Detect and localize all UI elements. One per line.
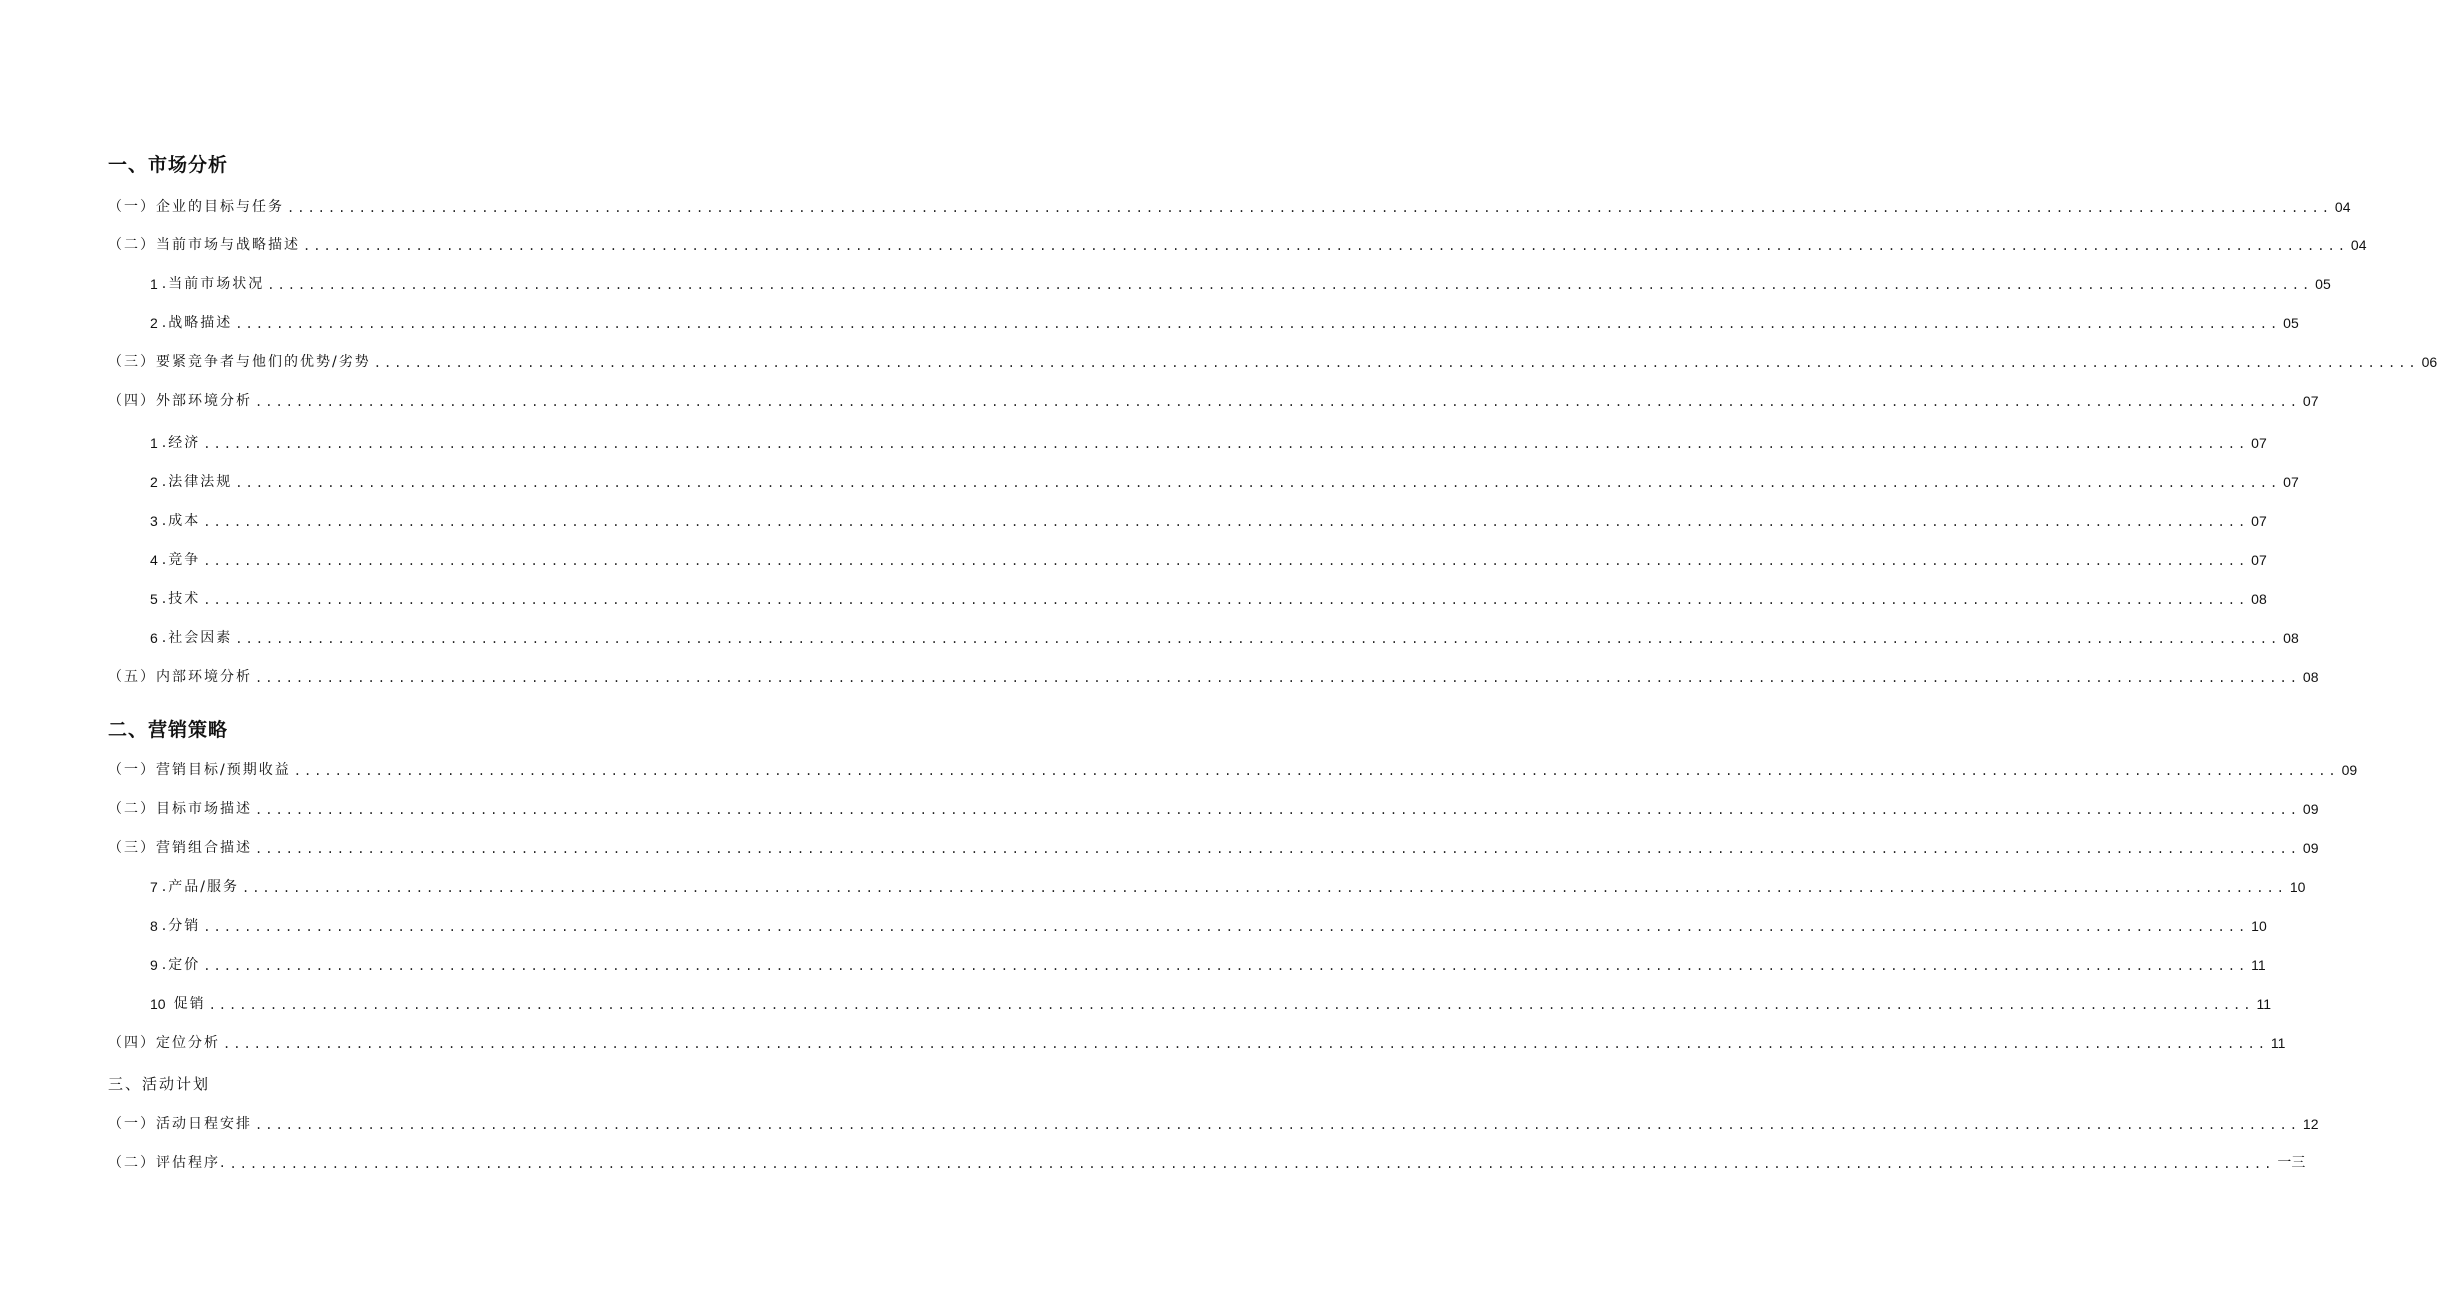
toc-entry-page: 09 (2341, 762, 2358, 778)
toc-entry-page: 04 (2334, 199, 2351, 215)
toc-entry-page: 07 (2251, 552, 2267, 568)
section-heading-marketing-strategy: 二、营销策略 (108, 719, 229, 741)
toc-entry-label: .当前市场状况 (161, 276, 265, 292)
toc-entry-label: （三）营销组合描述 (108, 840, 252, 856)
toc-entry-page: 07 (2251, 513, 2267, 529)
toc-entry[interactable] (108, 1114, 2319, 1134)
toc-entry-label: .战略描述 (161, 315, 233, 331)
toc-entry[interactable] (108, 799, 2319, 819)
toc-entry-label: （四）定位分析 (108, 1035, 220, 1051)
toc-entry-page: 08 (2302, 669, 2319, 685)
toc-entry-label: .社会因素 (161, 630, 233, 646)
toc-entry[interactable] (108, 197, 2351, 217)
toc-entry-label: .定价 (161, 957, 201, 973)
toc-subentry[interactable] (150, 955, 2266, 975)
dot-leader: ........................................................................................................................................................................................................ (235, 476, 2281, 490)
toc-entry-page: 09 (2302, 840, 2319, 856)
toc-entry-label: .竞争 (161, 552, 201, 568)
dot-leader: ........................................................................................................................................................................................................ (287, 201, 2332, 215)
dot-leader: ........................................................................................................................................................................................................ (267, 278, 2313, 292)
dot-leader: ........................................................................................................................................................................................................ (229, 1157, 2275, 1171)
toc-entry-label: .技术 (161, 591, 201, 607)
toc-subentry[interactable] (150, 274, 2331, 294)
toc-entry-page: 05 (2315, 276, 2331, 292)
toc-entry-page: 07 (2251, 435, 2267, 451)
section-heading-market-analysis: 一、市场分析 (108, 154, 229, 176)
dot-leader: ........................................................................................................................................................................................................ (203, 593, 2249, 607)
toc-entry-page: 11 (2270, 1035, 2286, 1051)
dot-leader: ........................................................................................................................................................................................................ (255, 842, 2300, 856)
toc-entry-label: （一）营销目标/预期收益 (108, 762, 291, 778)
toc-entry-label: .成本 (161, 513, 201, 529)
dot-leader: ........................................................................................................................................................................................................ (208, 998, 2254, 1012)
toc-entry-label: （三）要紧竞争者与他们的优势/劣势 (108, 354, 371, 370)
toc-subentry[interactable] (150, 916, 2267, 936)
toc-entry-page: 10 (2289, 879, 2306, 895)
dot-leader: ........................................................................................................................................................................................................ (203, 437, 2249, 451)
toc-subentry-number: 2 (150, 315, 158, 331)
toc-entry-label: （五）内部环境分析 (108, 669, 252, 685)
toc-entry-label: （二）目标市场描述 (108, 801, 252, 817)
dot-leader: ........................................................................................................................................................................................................ (373, 356, 2419, 370)
toc-subentry-number: 2 (150, 474, 158, 490)
toc-subentry-number: 4 (150, 552, 158, 568)
toc-subentry-number: 8 (150, 918, 158, 934)
toc-subentry-number: 6 (150, 630, 158, 646)
toc-entry[interactable] (108, 667, 2319, 687)
dot-leader: ........................................................................................................................................................................................................ (235, 632, 2281, 646)
toc-entry[interactable] (108, 391, 2319, 411)
toc-entry-page: 07 (2283, 474, 2299, 490)
toc-entry-page: 06 (2421, 354, 2437, 370)
toc-entry-page: 11 (2256, 996, 2272, 1012)
toc-entry-label: .分销 (161, 918, 201, 934)
toc-entry-label: （一）企业的目标与任务 (108, 199, 284, 215)
dot-leader: ........................................................................................................................................................................................................ (235, 317, 2281, 331)
toc-entry-label: （二）当前市场与战略描述 (108, 237, 300, 253)
section-heading-activity-plan: 三、活动计划 (108, 1075, 211, 1093)
dot-leader: ........................................................................................................................................................................................................ (255, 803, 2300, 817)
toc-entry[interactable] (108, 838, 2319, 858)
toc-entry-page: 08 (2251, 591, 2267, 607)
toc-entry-page: 09 (2302, 801, 2319, 817)
dot-leader: ........................................................................................................................................................................................................ (241, 881, 2287, 895)
toc-entry-label: 促销 (173, 996, 206, 1012)
toc-subentry[interactable] (150, 589, 2267, 609)
toc-entry-label: .经济 (161, 435, 201, 451)
toc-subentry[interactable] (150, 511, 2267, 531)
toc-entry-label: （一）活动日程安排 (108, 1116, 252, 1132)
toc-entry-label: （四）外部环境分析 (108, 393, 252, 409)
toc-entry-label: .产品/服务 (161, 879, 239, 895)
toc-entry-page: 11 (2251, 957, 2266, 973)
toc-subentry-number: 5 (150, 591, 158, 607)
toc-entry-page: 05 (2283, 315, 2299, 331)
toc-entry[interactable] (108, 235, 2367, 255)
dot-leader: ........................................................................................................................................................................................................ (255, 1118, 2300, 1132)
toc-subentry[interactable] (150, 877, 2306, 897)
dot-leader: ........................................................................................................................................................................................................ (255, 395, 2300, 409)
toc-subentry[interactable] (150, 628, 2299, 648)
toc-entry-page: 07 (2302, 393, 2319, 409)
toc-entry[interactable] (108, 1153, 2306, 1173)
toc-entry-page: 10 (2251, 918, 2267, 934)
toc-entry-page: 一三 (2277, 1155, 2306, 1171)
dot-leader: ........................................................................................................................................................................................................ (223, 1037, 2268, 1051)
toc-subentry-number: 7 (150, 879, 158, 895)
toc-subentry[interactable] (150, 472, 2299, 492)
dot-leader: ........................................................................................................................................................................................................ (303, 239, 2348, 253)
toc-entry-label: （二）评估程序. (108, 1155, 227, 1171)
toc-subentry-number: 10 (150, 996, 166, 1012)
toc-entry[interactable] (108, 760, 2358, 780)
toc-subentry[interactable] (150, 550, 2267, 570)
toc-subentry-number: 1 (150, 276, 158, 292)
toc-subentry[interactable] (150, 994, 2272, 1014)
toc-entry-page: 04 (2350, 237, 2367, 253)
toc-subentry[interactable] (150, 313, 2299, 333)
dot-leader: ........................................................................................................................................................................................................ (255, 671, 2300, 685)
toc-entry[interactable] (108, 352, 2437, 372)
toc-entry-page: 12 (2302, 1116, 2319, 1132)
dot-leader: ........................................................................................................................................................................................................ (203, 920, 2249, 934)
dot-leader: ........................................................................................................................................................................................................ (203, 959, 2249, 973)
dot-leader: ........................................................................................................................................................................................................ (203, 554, 2249, 568)
toc-subentry-number: 1 (150, 435, 158, 451)
toc-entry-page: 08 (2283, 630, 2299, 646)
dot-leader: ........................................................................................................................................................................................................ (293, 764, 2339, 778)
toc-entry-label: .法律法规 (161, 474, 233, 490)
toc-entry[interactable] (108, 1033, 2286, 1053)
toc-subentry-number: 3 (150, 513, 158, 529)
toc-subentry-number: 9 (150, 957, 158, 973)
dot-leader: ........................................................................................................................................................................................................ (203, 515, 2249, 529)
toc-subentry[interactable] (150, 433, 2267, 453)
